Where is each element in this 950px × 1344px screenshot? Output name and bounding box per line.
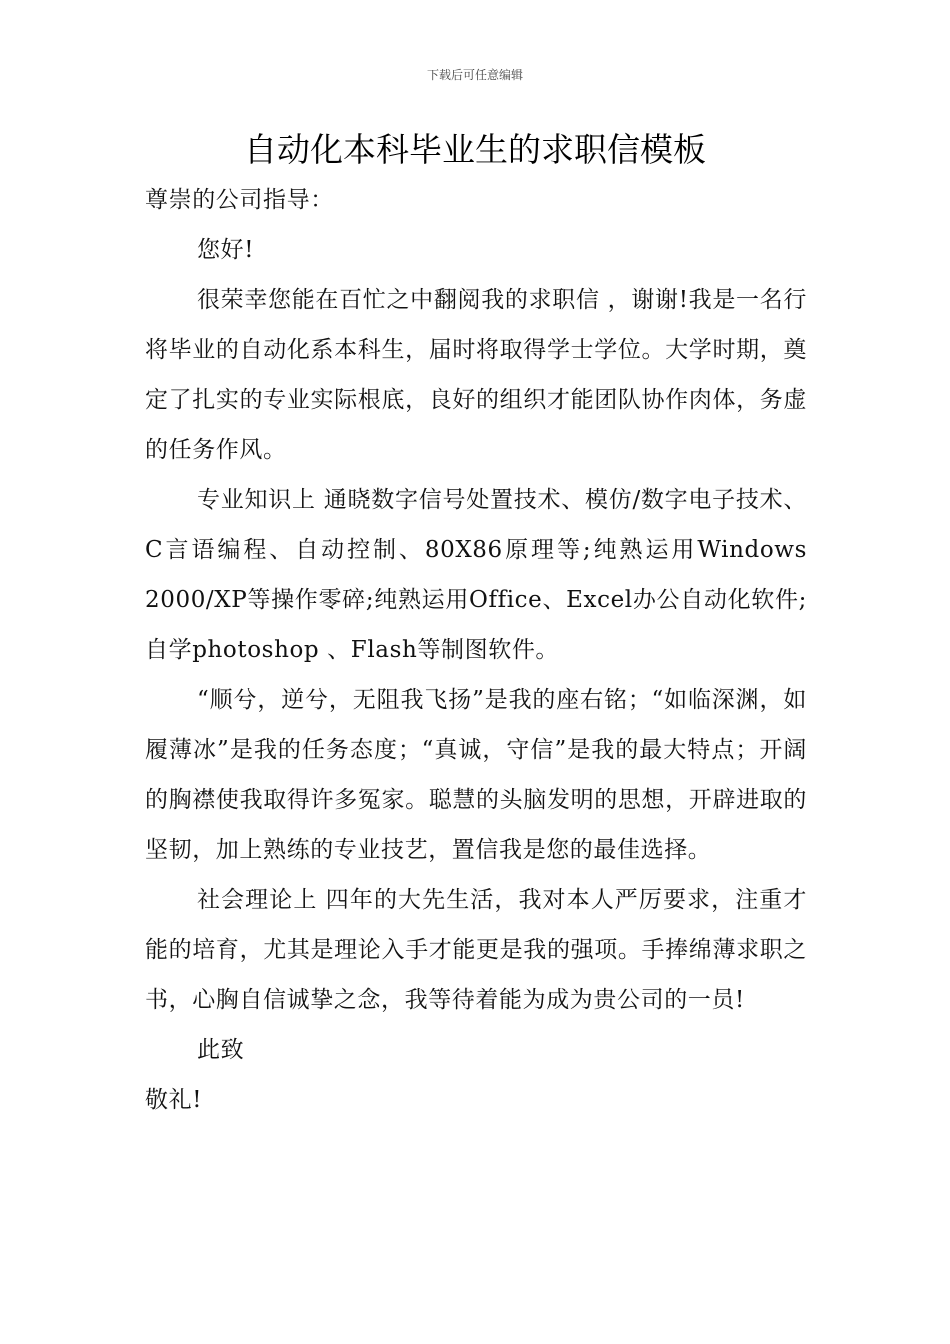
document-title: 自动化本科毕业生的求职信模板 — [244, 130, 706, 169]
regards: 敬礼! — [145, 1087, 203, 1113]
paragraph-intro: 很荣幸您能在百忙之中翻阅我的求职信 ，谢谢!我是一名行将毕业的自动化系本科生，届时将取得学士学位。大学时期，奠定了扎实的专业实际根底，良好的组织才能团队协作肉体，务虚的任务作风。 — [145, 287, 807, 463]
paragraph-practice: 社会理论上 四年的大先生活，我对本人严厉要求，注重才能的培育，尤其是理论入手才能更是我的强项。手捧绵薄求职之书，心胸自信诚挚之念，我等待着能为成为贵公司的一员! — [145, 887, 807, 1013]
letter-body — [145, 175, 807, 1125]
salutation: 尊崇的公司指导： — [145, 187, 334, 213]
closing: 此致 — [197, 1037, 245, 1063]
header-note: 下载后可任意编辑 — [426, 68, 523, 82]
paragraph-motto: “顺兮，逆兮，无阻我飞扬”是我的座右铭；“如临深渊，如履薄冰”是我的任务态度；“真诚，守信”是我的最大特点；开阔的胸襟使我取得许多冤家。聪慧的头脑发明的思想，开辟进取的坚韧，加上熟练的专业技艺，置信我是您的最佳选择。 — [145, 687, 807, 863]
greeting: 您好! — [197, 237, 255, 263]
paragraph-skills: 专业知识上 通晓数字信号处置技术、模仿/数字电子技术、C言语编程、自动控制、80X86原理等;纯熟运用Windows 2000/XP等操作零碎;纯熟运用Office、Excel办公自动化软件;自学photoshop 、Flash等制图软件。 — [145, 487, 807, 663]
